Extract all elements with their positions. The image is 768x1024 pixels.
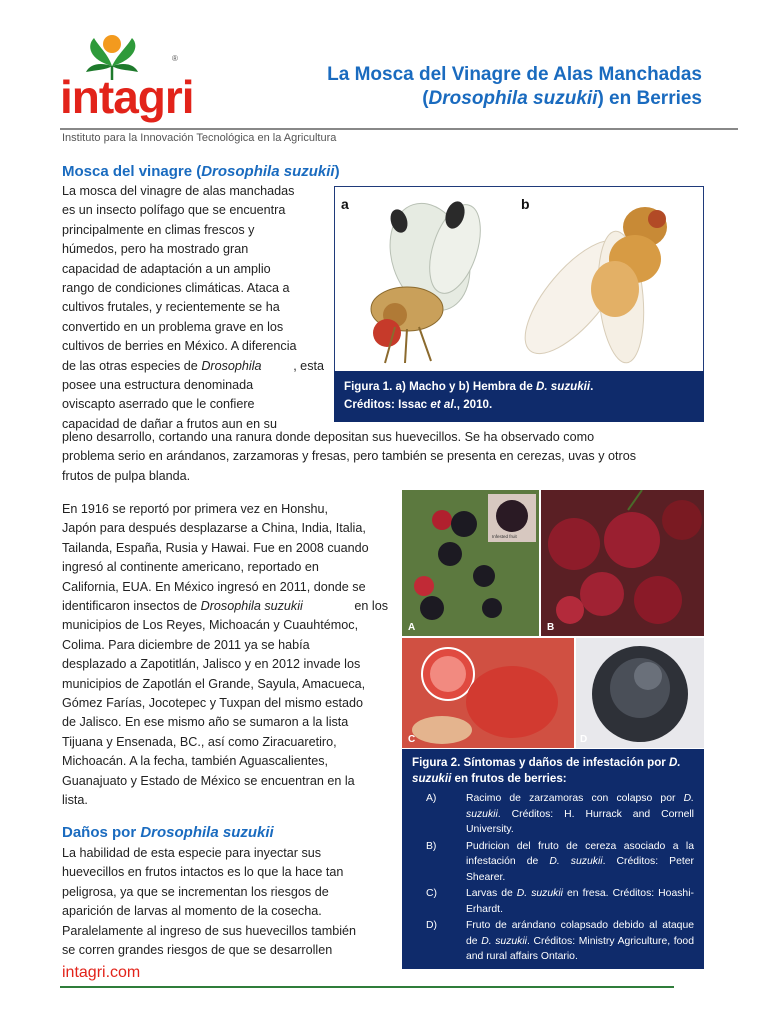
text-line: principalmente en climas frescos y <box>62 222 255 237</box>
section2-paragraph <box>62 500 388 811</box>
registered-mark: ® <box>172 54 178 63</box>
text-line: Tijuana y Ensenada, BC., así como Ziracuaretiro, <box>62 734 337 749</box>
caption-line: Créditos: Issac et al., 2010. <box>344 398 493 411</box>
text-line: Tailanda, España, Rusia y Hawai. Fue en 2008 cuando <box>62 540 369 555</box>
section-heading-mosca: Mosca del vinagre (Drosophila suzukii) <box>62 163 340 180</box>
footer-website-link[interactable]: intagri.com <box>62 964 141 981</box>
text-line: es un insecto polífago que se encuentra <box>62 203 286 218</box>
fly-photos <box>335 187 702 371</box>
text-line: identificaron insectos de Drosophila suzukii en los <box>62 599 388 614</box>
fig2-photo-label: D <box>580 734 588 745</box>
inset-caption: Infested fruit <box>492 534 517 539</box>
fig1-label-a: a <box>341 196 349 212</box>
text-line: cultivos frutales, y recientemente se ha <box>62 300 280 315</box>
fig2-photo-label: A <box>408 622 416 633</box>
fig2-photo-label: C <box>408 734 416 745</box>
header-divider <box>60 128 738 130</box>
text-line: pleno desarrollo, cortando una ranura donde depositan sus huevecillos. Se ha observado como <box>62 430 595 444</box>
text-line: oviscapto aserrado que le confiere <box>62 397 255 412</box>
text-line: La mosca del vinagre de alas manchadas <box>62 184 295 198</box>
list-item: C) Larvas de D. suzukii en fresa. Créditos: Hoashi-Erhardt. <box>426 888 694 915</box>
text-line: posee una estructura denominada <box>62 378 254 393</box>
text-line: Colima. Para diciembre de 2011 ya se había <box>62 637 310 652</box>
section3-paragraph <box>62 844 388 960</box>
text-line: convertido en un problema grave en los <box>62 319 284 334</box>
text-line: Michoacán. A la fecha, también Aguascalientes, <box>62 754 329 769</box>
text-line: Guanajuato y Estado de México se encuentran en la <box>62 773 355 788</box>
strawberry-photo <box>402 638 574 748</box>
section1-paragraph-full <box>62 428 704 486</box>
berry-photos <box>402 490 704 748</box>
caption-line: Figura 1. a) Macho y b) Hembra de D. suzukii. <box>344 380 594 393</box>
logo-wordmark: intagri <box>60 71 194 123</box>
text-line: ingresó al continente americano, reportado en <box>62 560 319 575</box>
figure-2-list <box>412 791 694 965</box>
text-line: rango de condiciones climáticas. Ataca a <box>62 281 290 296</box>
text-line: de Jalisco. En ese mismo año se sumaron a la lista <box>62 715 349 730</box>
text-line: de las otras especies de Drosophila , esta <box>62 358 324 373</box>
text-line: problema serio en arándanos, zarzamoras y fresas, pero también se presenta en cerezas, uvas y otros <box>62 449 637 464</box>
blackberry-photo <box>402 490 539 636</box>
text-line: Gómez Farías, Jocotepec y Tuxpan del mismo estado <box>62 696 363 711</box>
section-heading-danos: Daños por Drosophila suzukii <box>62 824 274 841</box>
list-item: A) Racimo de zarzamoras con colapso por D. suzukii. Créditos: H. Hurrack and Cornell University. <box>426 793 694 835</box>
text-line: capacidad de dañar a frutos aun en su <box>62 416 277 431</box>
text-line: peligrosa, ya que se incrementan los riesgos de <box>62 884 329 899</box>
text-line: California, EUA. En México ingresó en 2011, donde se <box>62 579 366 594</box>
fig1-label-b: b <box>521 196 530 212</box>
section1-paragraph <box>62 182 324 434</box>
text-line: frutos de pulpa blanda. <box>62 468 191 483</box>
institute-subtitle: Instituto para la Innovación Tecnológica en la Agricultura <box>62 132 337 144</box>
text-line: cultivos de berries en México. A diferencia <box>62 339 297 354</box>
page-title-line1: La Mosca del Vinagre de Alas Manchadas <box>327 64 702 85</box>
text-line: Paralelamente al ingreso de sus huevecillos también <box>62 923 357 938</box>
text-line: aparición de larvas al momento de la cosecha. <box>62 904 322 919</box>
figure-1-caption <box>334 371 704 422</box>
text-line: húmedos, pero ha mostrado gran <box>62 242 249 257</box>
text-line: La habilidad de esta especie para inyectar sus <box>62 846 322 860</box>
text-line: desplazado a Zapotitlán, Jalisco y en 2012 invade los <box>62 657 361 672</box>
figure-2-caption <box>402 749 704 969</box>
list-item: D) Fruto de arándano colapsado debido al ataque de D. suzukii. Créditos: Ministry Agriculture, food and rural affairs Ontario. <box>426 920 694 962</box>
page-title-line2: (Drosophila suzukii) en Berries <box>422 88 702 109</box>
cherry-photo <box>541 490 704 636</box>
text-line: municipios de Zapotlán el Grande, Sayula, Amacueca, <box>62 676 366 691</box>
list-item: B) Pudricion del fruto de cereza asociado a la infestación de D. suzukii. Créditos: Peter Shearer. <box>426 840 694 883</box>
blueberry-photo <box>576 638 704 748</box>
text-line: huevecillos en frutos intactos es lo que la hace tan <box>62 865 344 880</box>
text-line: capacidad de adaptación a un amplio <box>62 261 271 276</box>
text-line: En 1916 se reportó por primera vez en Honshu, <box>62 502 329 516</box>
text-line: Japón para después desplazarse a China, India, Italia, <box>62 521 366 536</box>
figure-2 <box>402 490 704 748</box>
footer-divider <box>60 986 674 988</box>
text-line: municipios de Los Reyes, Michoacán y Cuauhtémoc, <box>62 618 359 633</box>
fig2-photo-label: B <box>547 622 555 633</box>
text-line: se corren grandes riesgos de que se desarrollen <box>62 943 333 958</box>
figure-2-title: Figura 2. Síntomas y daños de infestación por D. suzukii en frutos de berries: <box>412 756 681 785</box>
text-line: lista. <box>62 793 88 808</box>
